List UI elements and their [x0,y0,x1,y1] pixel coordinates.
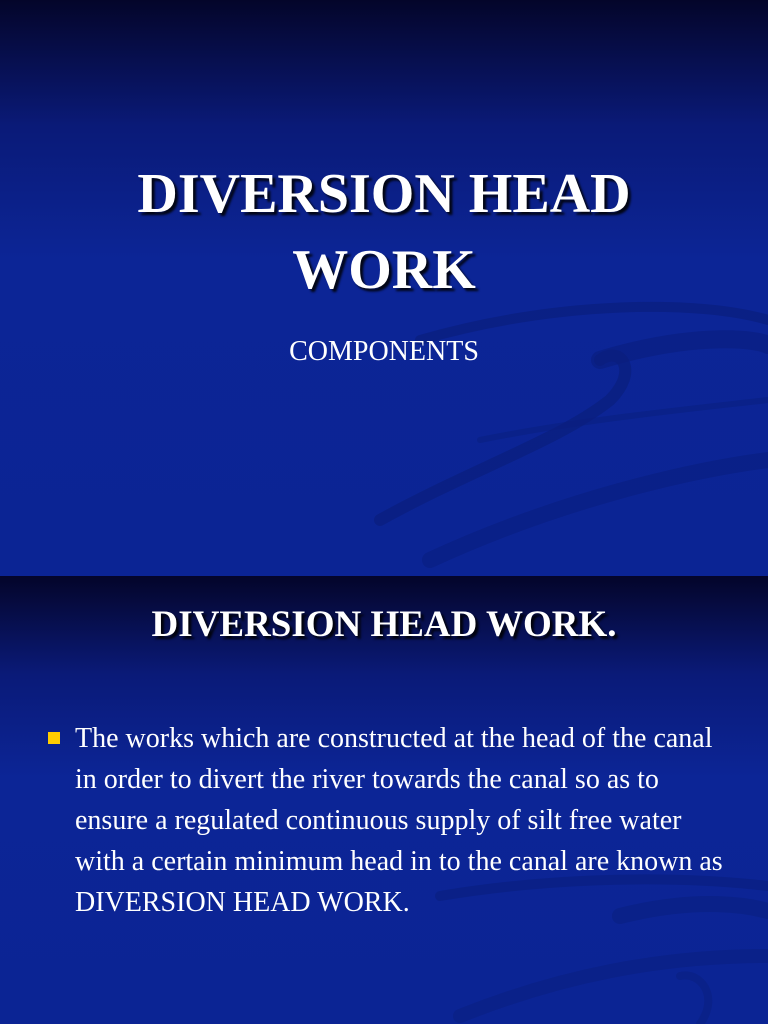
bullet-text: The works which are constructed at the head of the canal in order to divert the river towards the canal so as to ensure a regulated continuous supply of silt free water with a certain minimum head in to the canal are known as DIVERSION HEAD WORK. [75,723,723,918]
square-bullet-icon [48,732,60,744]
slide-subtitle: COMPONENTS [289,336,479,367]
content-slide [0,576,768,1024]
bullet-item [46,718,726,923]
slide-title: DIVERSION HEAD WORK [137,163,631,301]
slide-heading: DIVERSION HEAD WORK. [151,604,617,645]
